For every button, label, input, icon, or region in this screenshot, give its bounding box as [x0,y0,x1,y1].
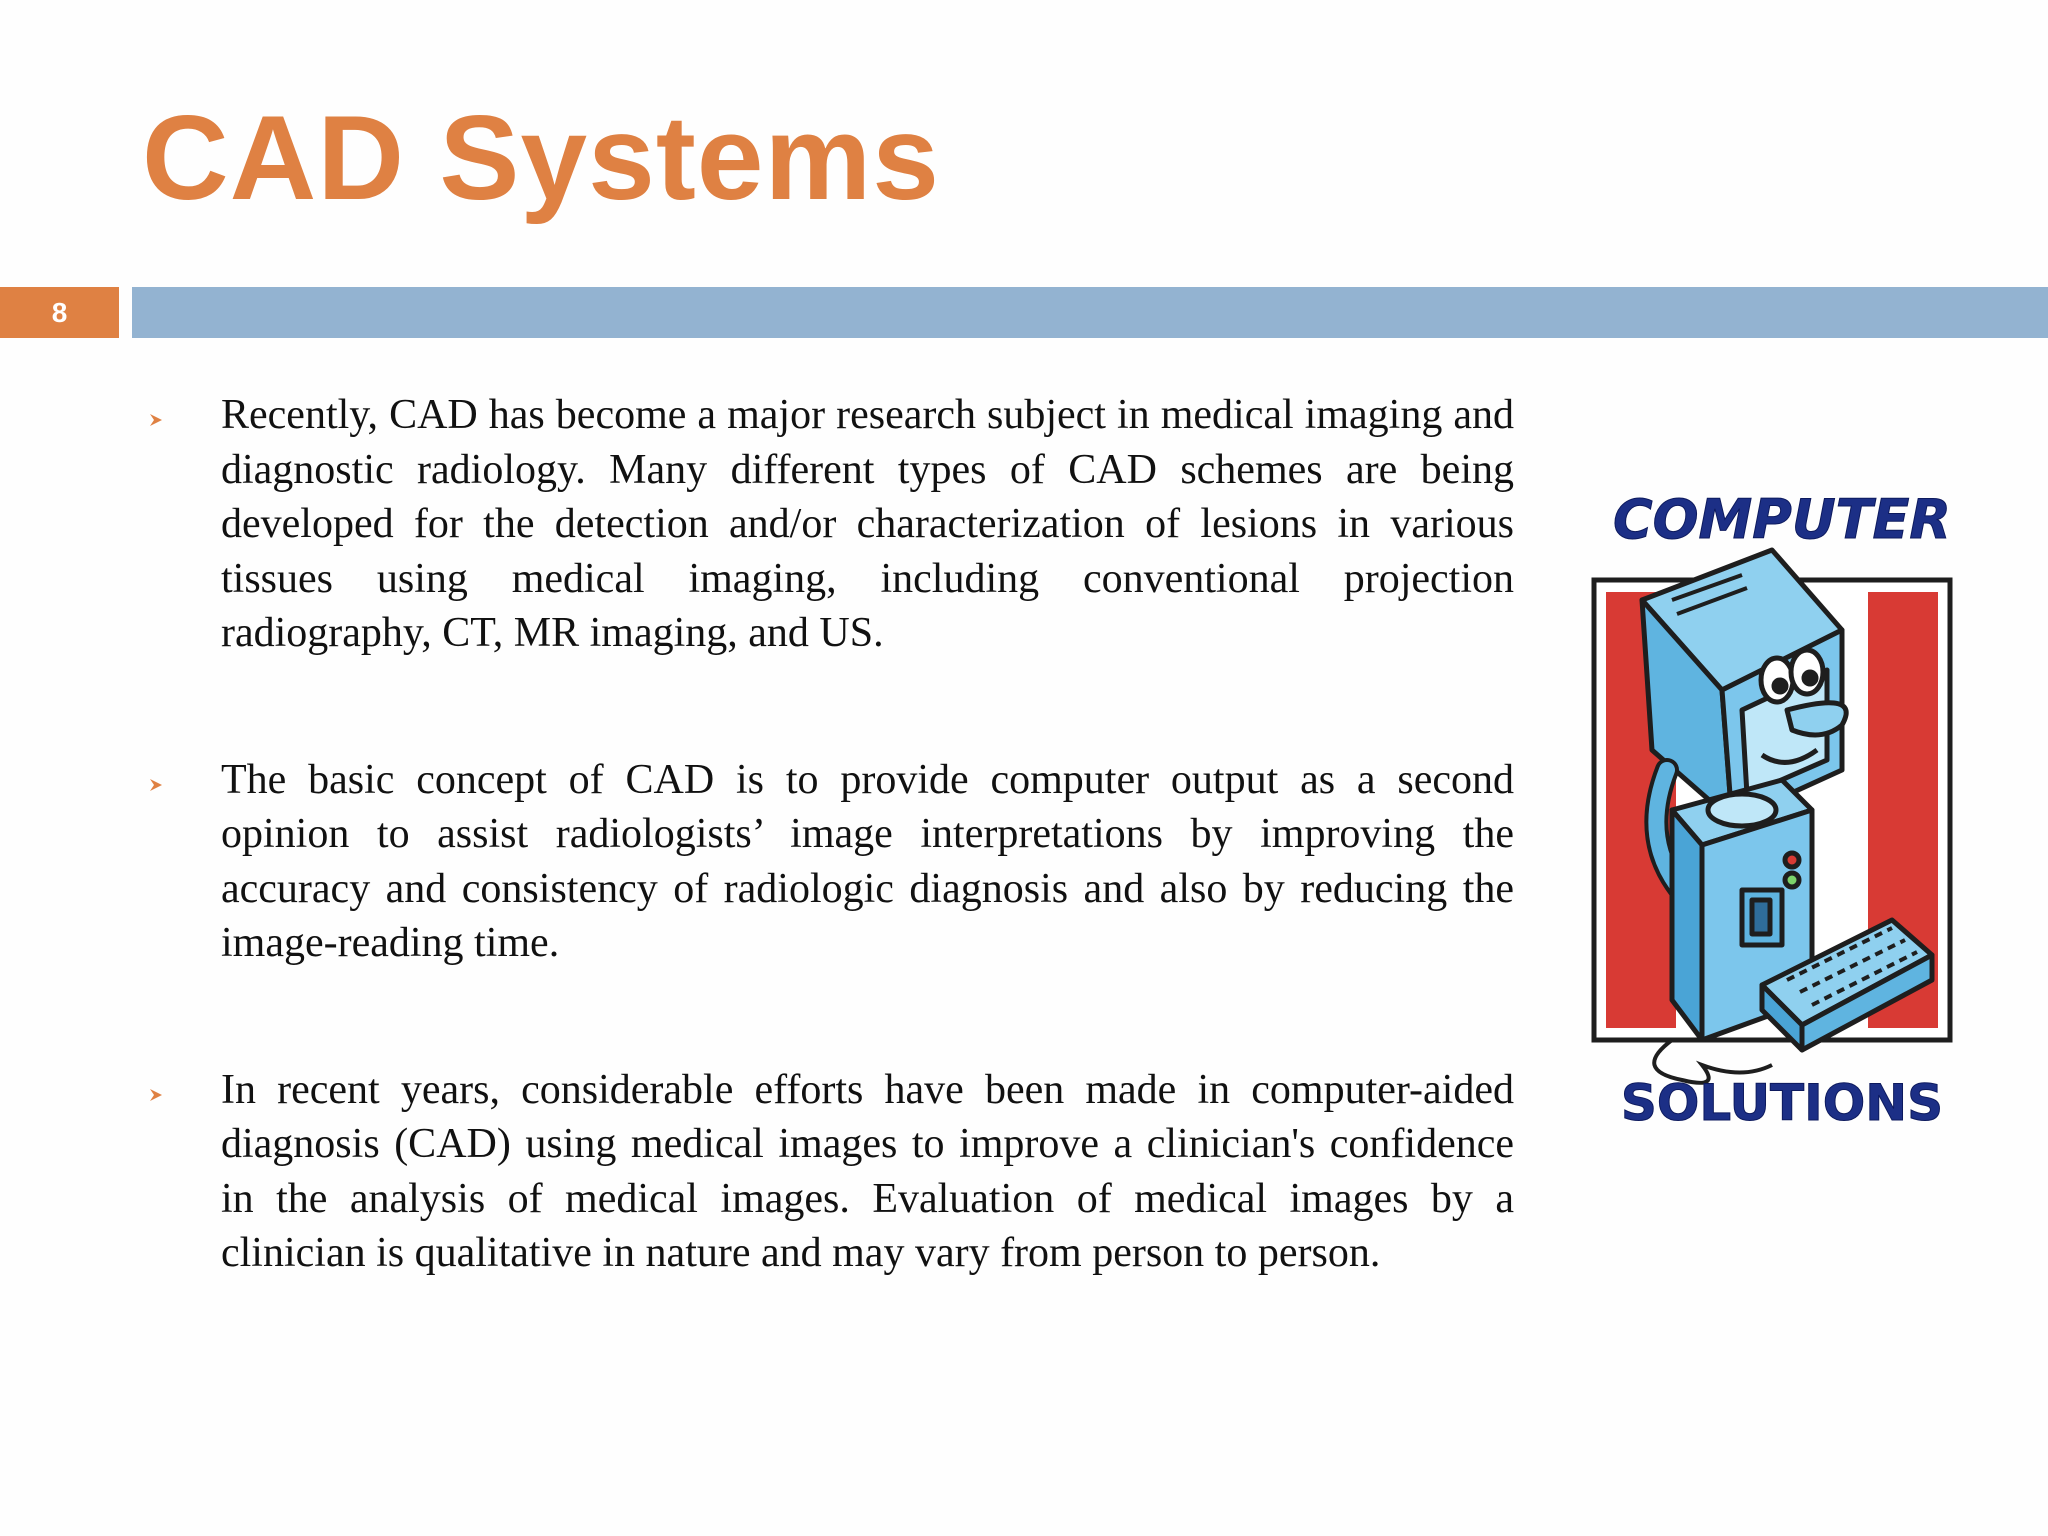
list-item [148,388,1514,661]
bullet-text: In recent years, considerable efforts have been made in computer-aided diagnosis (CAD) using medical images to improve a clinician's confidence in the analysis of medical images. Evaluation of medical images by a clinician is qualitative in nature and may vary from person to person. [221,1066,1514,1276]
list-item [148,1063,1514,1281]
arrowhead-bullet-icon [148,412,164,428]
arrowhead-bullet-icon [148,777,164,793]
slide-number: 8 [51,296,68,328]
clipart-top-text: COMPUTER [1612,488,1952,551]
list-item [148,753,1514,971]
bullet-list [148,388,1514,1373]
bullet-text: The basic concept of CAD is to provide computer output as a second opinion to assist radiologists’ image interpretations by improving the accuracy and consistency of radiologic diagnosis and also by reducing the image-reading time. [221,756,1514,966]
computer-solutions-clipart [1572,480,1992,1140]
bullet-text: Recently, CAD has become a major research subject in medical imaging and diagnostic radiology. Many different types of CAD schemes are being developed for the detection and/or characterization of lesions in various tissues using medical imaging, including conventional projection radiography, CT, MR imaging, and US. [221,392,1514,656]
arrowhead-bullet-icon [148,1087,164,1103]
title-divider-bar [132,287,2048,338]
slide-title: CAD Systems [142,91,940,225]
slide-number-badge [0,287,119,338]
clipart-bottom-text: SOLUTIONS [1620,1074,1944,1132]
